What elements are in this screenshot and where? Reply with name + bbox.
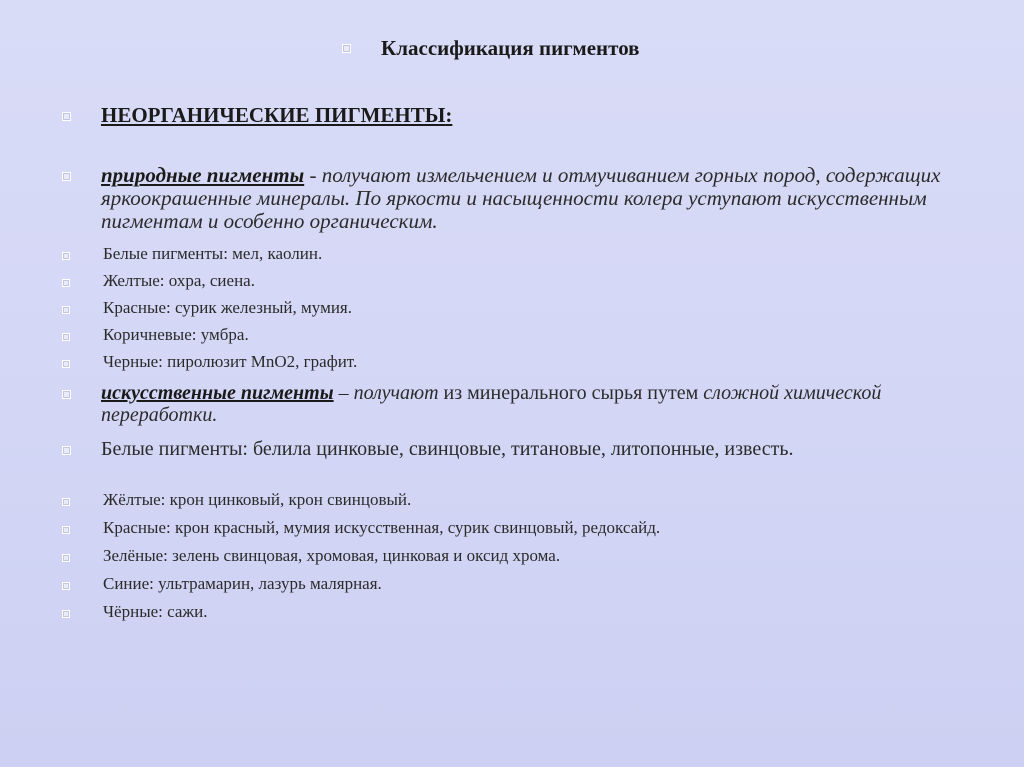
list-item-text: Белые пигменты: белила цинковые, свинцовые, титановые, литопонные, известь.	[101, 438, 794, 460]
artificial-italic-end: сложной химической переработки.	[101, 382, 882, 426]
list-item-text: Красные: сурик железный, мумия.	[103, 298, 352, 317]
heading-item	[62, 104, 992, 127]
artificial-pigments-item	[62, 382, 992, 426]
list-item-text: Жёлтые: крон цинковый, крон свинцовый.	[103, 490, 412, 509]
natural-dash: -	[304, 163, 322, 187]
list-item	[62, 438, 992, 460]
list-item-text: Белые пигменты: мел, каолин.	[103, 244, 323, 263]
bullet-icon	[62, 360, 70, 368]
section-heading-colon: :	[445, 103, 453, 127]
bullet-icon	[62, 279, 70, 287]
list-item-text: Чёрные: сажи.	[103, 602, 208, 621]
bullet-icon	[342, 44, 351, 53]
artificial-term: искусственные пигменты	[101, 382, 334, 404]
natural-term: природные пигменты	[101, 163, 305, 187]
list-item	[62, 518, 992, 538]
natural-description: получают измельчением и отмучиванием горных пород, содержащих яркоокрашенные минералы. По яркости и насыщенности колера уступают искусственным пигментам и особенно органическим.	[101, 163, 941, 233]
bullet-icon	[62, 446, 71, 455]
list-item-text: Желтые: охра, сиена.	[103, 271, 255, 290]
bullet-icon	[62, 554, 70, 562]
bullet-icon	[62, 526, 70, 534]
bullet-icon	[62, 306, 70, 314]
list-item	[62, 325, 992, 345]
bullet-icon	[62, 172, 71, 181]
bullet-icon	[62, 498, 70, 506]
bullet-icon	[62, 112, 71, 121]
title-row	[342, 36, 640, 61]
bullet-icon	[62, 333, 70, 341]
list-item-text: Черные: пиролюзит MnO2, графит.	[103, 352, 358, 371]
artificial-dash-part: – получают	[333, 382, 439, 404]
list-item-text: Коричневые: умбра.	[103, 325, 249, 344]
bullet-icon	[62, 610, 70, 618]
list-item	[62, 244, 992, 264]
list-item	[62, 546, 992, 566]
list-item	[62, 271, 992, 291]
list-item	[62, 574, 992, 594]
section-heading: НЕОРГАНИЧЕСКИЕ ПИГМЕНТЫ	[101, 103, 446, 127]
list-item	[62, 602, 992, 622]
list-item-text: Зелёные: зелень свинцовая, хромовая, цинковая и оксид хрома.	[103, 546, 561, 565]
artificial-plain-part: из минерального сырья путем	[438, 382, 704, 404]
bullet-icon	[62, 582, 70, 590]
slide-title: Классификация пигментов	[381, 36, 640, 60]
list-item-text: Красные: крон красный, мумия искусственная, сурик свинцовый, редоксайд.	[103, 518, 661, 537]
natural-pigments-item	[62, 164, 992, 233]
list-item	[62, 490, 992, 510]
bullet-icon	[62, 252, 70, 260]
list-item-text: Синие: ультрамарин, лазурь малярная.	[103, 574, 382, 593]
list-item	[62, 352, 992, 372]
list-item	[62, 298, 992, 318]
bullet-icon	[62, 390, 71, 399]
